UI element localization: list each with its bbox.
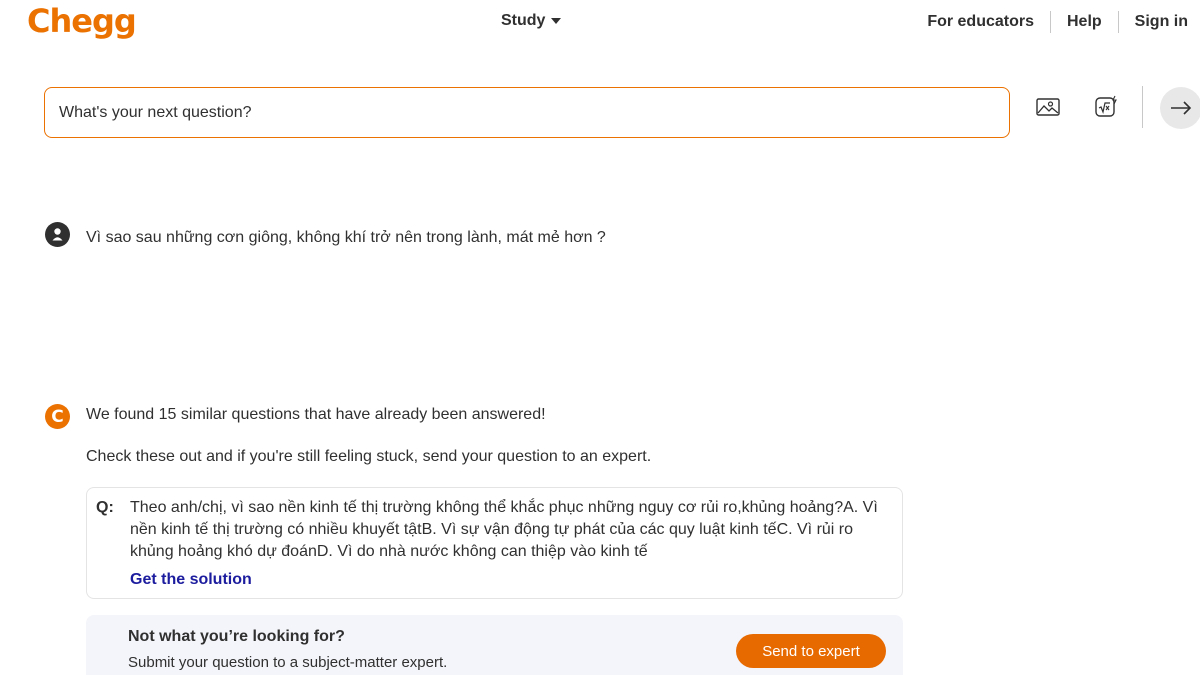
- chegg-logo[interactable]: Chegg: [27, 2, 136, 40]
- question-text: Vì sao sau những cơn giông, không khí trở nên trong lành, mát mẻ hơn ?: [86, 229, 606, 246]
- similar-question-text: Theo anh/chị, vì sao nền kinh tế thị trường không thể khắc phục những nguy cơ rủi ro,khủng hoảng?A. Vì nền kinh tế thị trường có nhiều khuyết tậtB. Vì sự vận động tự phát của các quy luật kinh tếC. Vì rủi ro khủng hoảng khó dự đoánD. Vì do nhà nước không can thiệp vào kinh tế: [130, 499, 878, 560]
- not-found-subtitle: Submit your question to a subject-matter expert.: [128, 654, 448, 671]
- not-found-title: Not what you’re looking for?: [128, 628, 345, 645]
- check-these-text: Check these out and if you're still feeling stuck, send your question to an expert.: [86, 448, 652, 465]
- caret-down-icon: [551, 18, 561, 24]
- nav-help[interactable]: Help: [1067, 13, 1102, 30]
- nav-sign-in[interactable]: Sign in: [1134, 13, 1188, 30]
- submit-button[interactable]: [1160, 87, 1200, 129]
- send-to-expert-button[interactable]: Send to expert: [736, 634, 886, 668]
- chegg-avatar-icon: C: [45, 404, 70, 429]
- nav-for-educators[interactable]: For educators: [927, 13, 1034, 30]
- similar-question-card: [86, 487, 903, 599]
- search-box[interactable]: [44, 87, 1010, 138]
- search-input[interactable]: [59, 104, 1009, 122]
- search-divider: [1142, 86, 1143, 128]
- user-avatar-icon: [45, 222, 70, 247]
- math-equation-icon[interactable]: [1093, 94, 1119, 120]
- study-menu[interactable]: [501, 12, 561, 30]
- study-label: Study: [501, 12, 546, 29]
- top-nav: [911, 11, 1188, 33]
- not-found-panel: [86, 615, 903, 675]
- get-solution-link[interactable]: Get the solution: [130, 571, 252, 588]
- similar-found-text: We found 15 similar questions that have already been answered!: [86, 406, 546, 423]
- image-upload-icon[interactable]: [1035, 94, 1061, 120]
- arrow-right-icon: [1170, 101, 1192, 115]
- q-label: Q:: [96, 499, 114, 516]
